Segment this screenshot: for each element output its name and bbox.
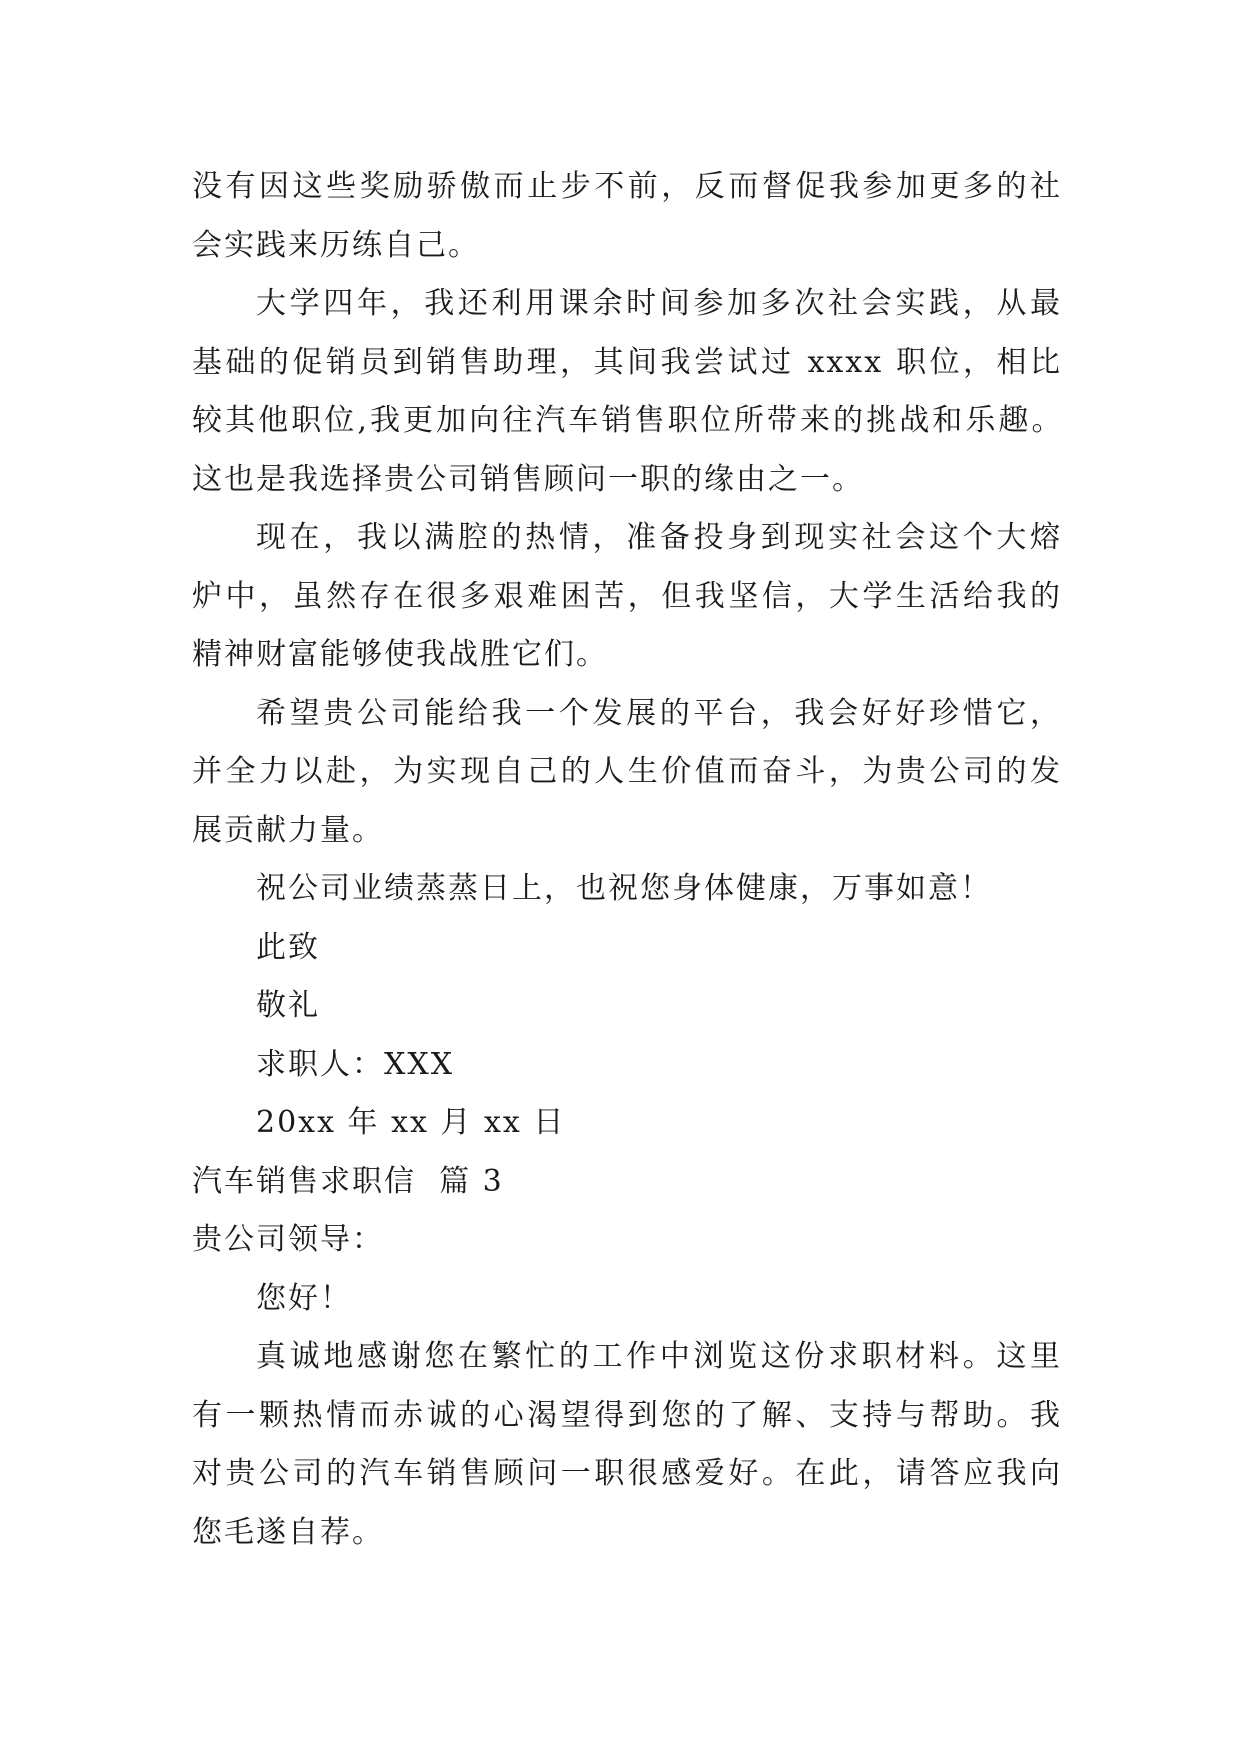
text-line: 有一颗热情而赤诚的心渴望得到您的了解、支持与帮助。我 [192,1397,1062,1433]
addressee: 贵公司领导： [192,1222,384,1257]
text-line: 展贡献力量。 [192,812,384,848]
paragraph [192,275,1062,509]
greeting: 您好！ [256,1280,352,1316]
text-line: 现在，我以满腔的热情，准备投身到现实社会这个大熔 [256,520,1062,555]
text-line: 会实践来历练自己。 [192,227,480,263]
text-line: 希望贵公司能给我一个发展的平台，我会好好珍惜它， [256,695,1062,731]
letter-closing [192,860,1062,1153]
date-line: 20xx 年 xx 月 xx 日 [256,1105,566,1140]
signature: 求职人：XXX [256,1046,455,1082]
salutation-line-2: 敬礼 [256,988,320,1023]
text-line: 基础的促销员到销售助理，其间我尝试过 xxxx 职位，相比 [192,344,1062,380]
text-line: 对贵公司的汽车销售顾问一职很感爱好。在此，请答应我向 [192,1456,1062,1491]
salutation-line-1: 此致 [256,929,320,965]
document-page [192,158,1062,1562]
text-line: 精神财富能够使我战胜它们。 [192,637,608,672]
section-title: 汽车销售求职信 篇 3 [192,1163,504,1199]
closing-wish: 祝公司业绩蒸蒸日上，也祝您身体健康，万事如意！ [256,871,992,906]
letter-section [192,1211,1062,1562]
paragraph [192,685,1062,861]
text-line: 较其他职位,我更加向往汽车销售职位所带来的挑战和乐趣。 [192,403,1062,438]
text-line: 真诚地感谢您在繁忙的工作中浏览这份求职材料。这里 [256,1339,1062,1374]
text-line: 您毛遂自荐。 [192,1514,384,1550]
text-line: 没有因这些奖励骄傲而止步不前，反而督促我参加更多的社 [192,169,1062,204]
text-line: 这也是我选择贵公司销售顾问一职的缘由之一。 [192,461,864,497]
paragraph [192,509,1062,685]
paragraph [192,158,1062,275]
text-line: 并全力以赴，为实现自己的人生价值而奋斗，为贵公司的发 [192,754,1062,789]
text-line: 大学四年，我还利用课余时间参加多次社会实践，从最 [256,286,1062,321]
paragraph [192,1328,1062,1562]
text-line: 炉中，虽然存在很多艰难困苦，但我坚信，大学生活给我的 [192,578,1062,614]
